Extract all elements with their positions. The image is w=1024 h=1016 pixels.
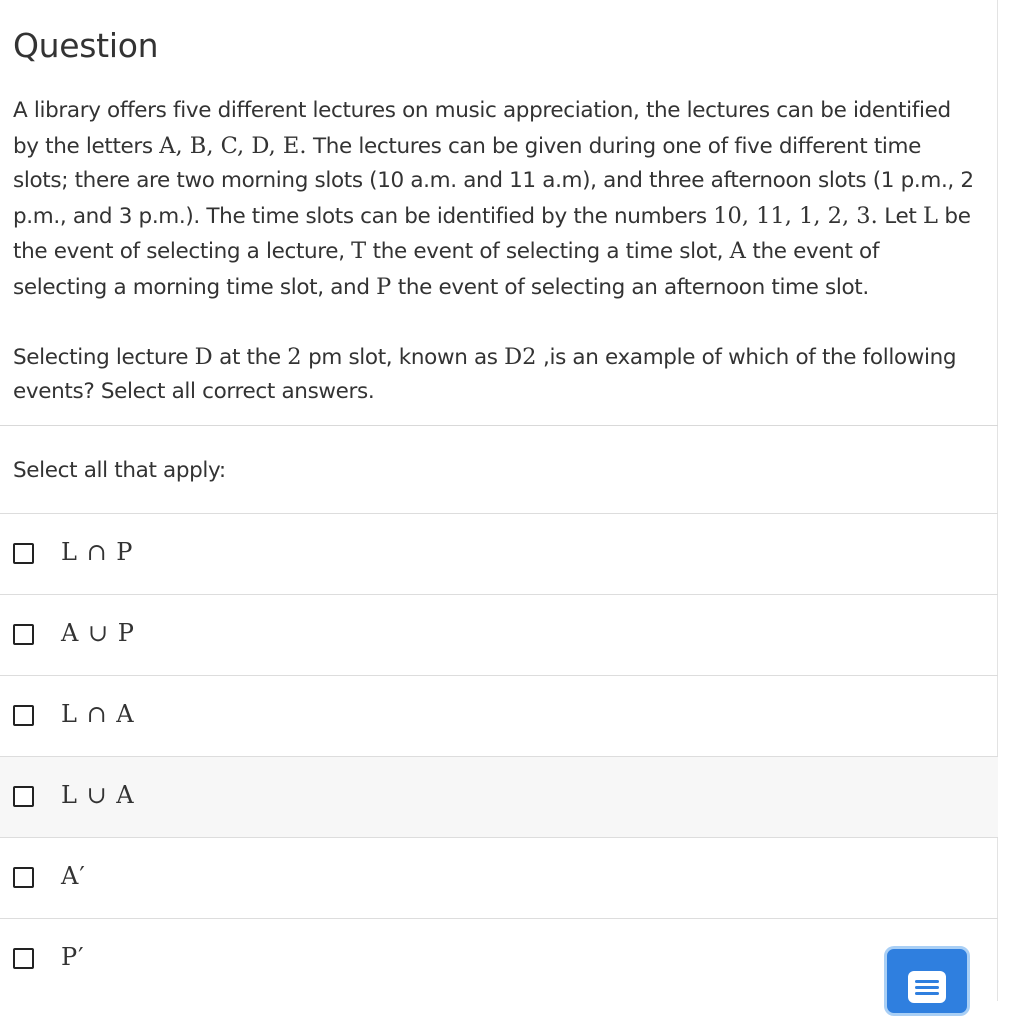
option-l-intersect-p[interactable] [0,513,998,594]
text-segment: A library offers five different lectures on music appreciation, the lectures can be identified by the letters [13,98,951,159]
text-segment: the event of selecting an afternoon time slot. [391,274,869,300]
text-segment: The lectures can be given during one of five different time slots; there are two morning slots (10 a.m. and 11 a.m), and three afternoon slots (1 p.m., 2 p.m., and 3 p.m.). The time slots can be identified by the numbers [13,133,974,229]
checkbox-icon[interactable] [13,543,34,564]
math-D2: D2 [504,343,537,370]
checkbox-icon[interactable] [13,624,34,645]
math-P: P [376,273,392,300]
option-label: A′ [61,862,86,890]
chat-icon [908,971,946,1003]
section-divider [0,425,998,426]
question-text [13,94,978,410]
math-2: 2 [287,343,302,370]
chat-icon-line [915,986,939,989]
option-p-complement[interactable] [0,918,998,999]
checkbox-icon[interactable] [13,948,34,969]
option-label: L ∪ A [61,781,135,809]
question-title: Question [13,26,159,65]
math-L: L [922,202,938,229]
chat-icon-line [915,980,939,983]
question-paragraph-2 [13,340,978,410]
text-segment: Selecting lecture [13,344,195,370]
option-label: L ∩ P [61,538,134,566]
math-A: A [729,238,746,264]
text-segment: at the [212,344,288,370]
option-label: L ∩ A [61,700,135,728]
chat-button[interactable] [884,946,970,1016]
checkbox-icon[interactable] [13,867,34,888]
checkbox-icon[interactable] [13,786,34,807]
math-lecture-letters: A, B, C, D, E. [159,132,307,159]
text-segment: the event of selecting a morning time slot, and [13,239,880,300]
text-segment: pm slot, known as [301,344,505,370]
option-a-complement[interactable] [0,837,998,918]
text-segment: Let [877,203,923,229]
option-label: P′ [61,943,85,971]
chat-icon-line [915,992,939,995]
option-a-union-p[interactable] [0,594,998,675]
option-label: A ∪ P [61,619,135,647]
option-l-union-a[interactable] [0,756,998,837]
text-segment: be the event of selecting a lecture, [13,203,971,264]
text-segment: ,is an example of which of the following events? Select all correct answers. [13,344,957,404]
select-instruction: Select all that apply: [13,458,226,483]
text-segment: the event of selecting a time slot, [366,239,730,264]
option-l-intersect-a[interactable] [0,675,998,756]
answer-options [0,513,998,999]
math-time-numbers: 10, 11, 1, 2, 3. [713,202,878,229]
math-D: D [194,343,213,370]
checkbox-icon[interactable] [13,705,34,726]
question-paragraph-1 [13,94,978,305]
math-T: T [351,238,367,264]
